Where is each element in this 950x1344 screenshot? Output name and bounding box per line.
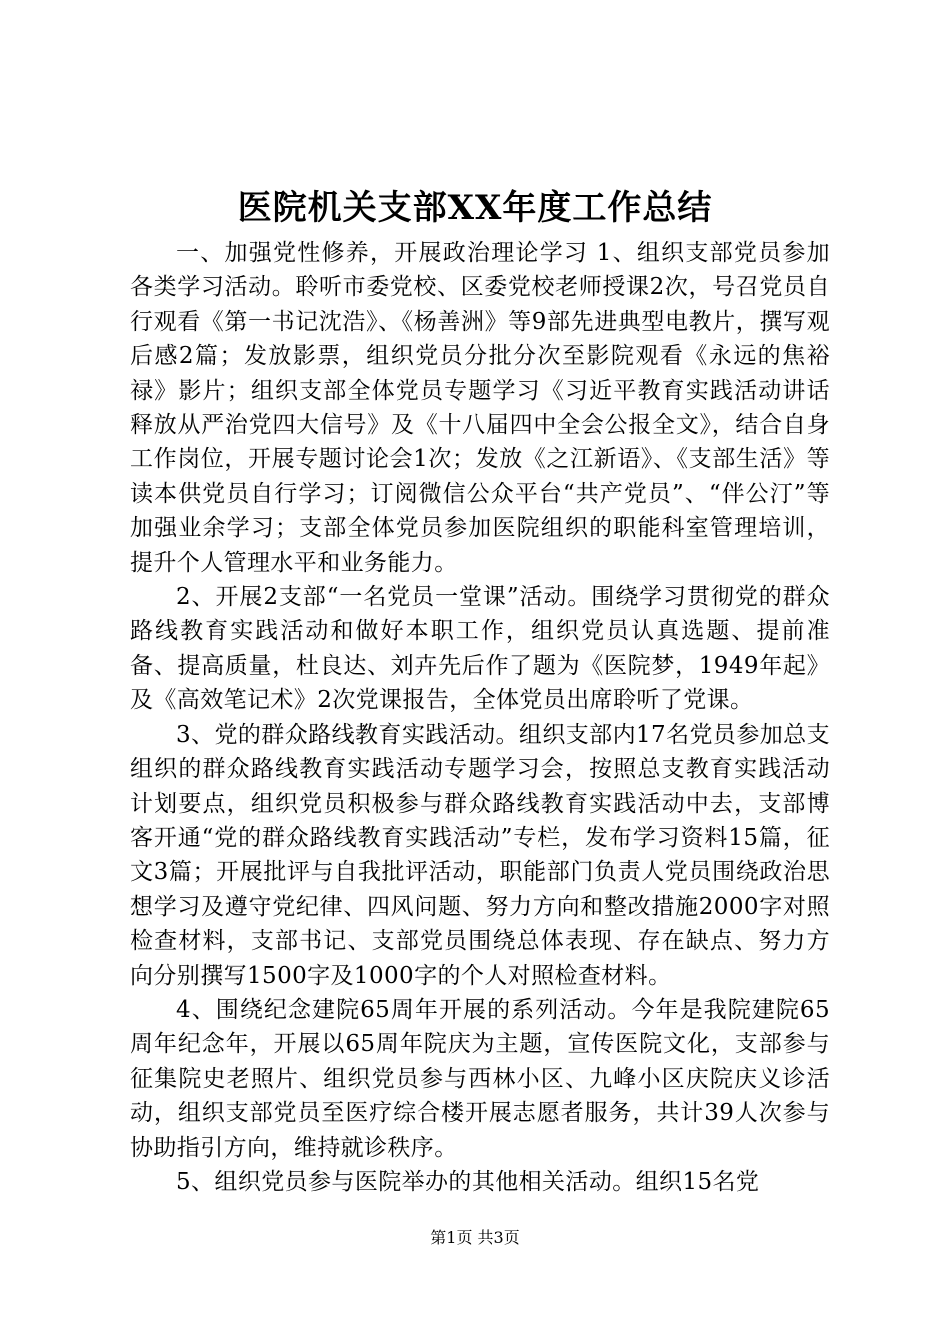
paragraph-4: 4、围绕纪念建院65周年开展的系列活动。今年是我院建院65周年纪念年，开展以65周年院庆为主题，宣传医院文化，支部参与征集院史老照片、组织党员参与西林小区、九峰小区庆院庆义诊活动，组织支部党员至医疗综合楼开展志愿者服务，共计39人次参与协助指引方向，维持就诊秩序。 — [130, 996, 830, 1161]
paragraph-2: 2、开展2支部“一名党员一堂课”活动。围绕学习贯彻党的群众路线教育实践活动和做好本职工作，组织党员认真选题、提前准备、提高质量，杜良达、刘卉先后作了题为《医院梦，1949年起》及《高效笔记术》2次党课报告，全体党员出席聆听了党课。 — [130, 584, 830, 714]
document-body — [130, 236, 830, 1199]
paragraph-5: 5、组织党员参与医院举办的其他相关活动。组织15名党 — [176, 1168, 760, 1195]
page-number-footer: 第1页 共3页 — [430, 1228, 520, 1247]
paragraph-1: 一、加强党性修养，开展政治理论学习 1、组织支部党员参加各类学习活动。聆听市委党校、区委党校老师授课2次，号召党员自行观看《第一书记沈浩》、《杨善洲》等9部先进典型电教片，撰写观后感2篇；发放影票，组织党员分批分次至影院观看《永远的焦裕禄》影片；组织支部全体党员专题学习《习近平教育实践活动讲话释放从严治党四大信号》及《十八届四中全会公报全文》，结合自身工作岗位，开展专题讨论会1次；发放《之江新语》、《支部生活》等读本供党员自行学习；订阅微信公众平台“共产党员”、“伴公汀”等加强业余学习；支部全体党员参加医院组织的职能科室管理培训，提升个人管理水平和业务能力。 — [130, 240, 830, 576]
document-title: 医院机关支部XX年度工作总结 — [237, 188, 713, 228]
paragraph-3: 3、党的群众路线教育实践活动。组织支部内17名党员参加总支组织的群众路线教育实践活动专题学习会，按照总支教育实践活动计划要点，组织党员积极参与群众路线教育实践活动中去，支部博客开通“党的群众路线教育实践活动”专栏，发布学习资料15篇，征文3篇；开展批评与自我批评活动，职能部门负责人党员围绕政治思想学习及遵守党纪律、四风问题、努力方向和整改措施2000字对照检查材料，支部书记、支部党员围绕总体表现、存在缺点、努力方向分别撰写1500字及1000字的个人对照检查材料。 — [130, 721, 830, 989]
